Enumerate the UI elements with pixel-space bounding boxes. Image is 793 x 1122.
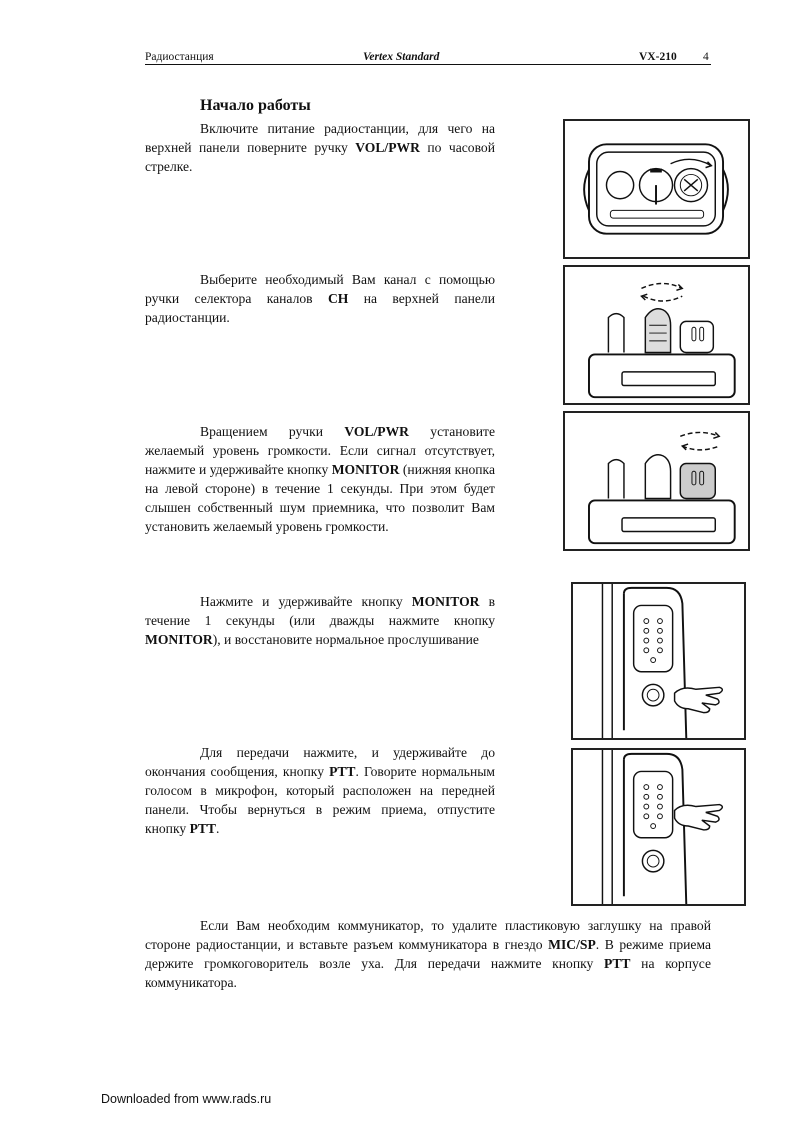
figure-channel-knob: [563, 265, 750, 405]
page-header: [145, 48, 711, 65]
section-title: Начало работы: [200, 97, 311, 114]
monitor-button-illustration: [573, 584, 744, 738]
volume-knob-illustration: [565, 413, 748, 549]
paragraph-channel: Выберите необходимый Вам канал с помощью ручки селектора каналов CH на верхней панели радиостанции.: [145, 272, 495, 325]
paragraph-monitor: Нажмите и удерживайте кнопку MONITOR в течение 1 секунды (или дважды нажмите кнопку MONITOR), и восстановите нормальное прослушивание: [145, 594, 495, 647]
ptt-button-illustration: [573, 750, 744, 904]
paragraph-volume: Вращением ручки VOL/PWR установите желаемый уровень громкости. Если сигнал отсутствует, нажмите и удерживайте кнопку MONITOR (нижняя кнопка на левой стороне) в течение 1 секунды. При этом будет слышен собственный шум приемника, что позволит Вам установить желаемый уровень громкости.: [145, 424, 496, 534]
figure-top-panel: [563, 119, 750, 259]
paragraph-power-on: Включите питание радиостанции, для чего на верхней панели поверните ручку VOL/PWR по часовой стрелке.: [145, 121, 496, 174]
header-left: Радиостанция: [145, 51, 214, 63]
top-panel-illustration: [565, 121, 748, 257]
footer-source: Downloaded from www.rads.ru: [101, 1092, 272, 1106]
page-number: 4: [703, 51, 709, 63]
paragraph-transmit: Для передачи нажмите, и удерживайте до окончания сообщения, кнопку PTT. Говорите нормальным голосом в микрофон, который расположен на передней панели. Чтобы вернуться в режим приема, отпустите кнопку PTT.: [145, 745, 495, 836]
channel-knob-illustration: [565, 267, 748, 403]
figure-volume-knob: [563, 411, 750, 551]
figure-monitor-button: [571, 582, 746, 740]
paragraph-speaker-mic: Если Вам необходим коммуникатор, то удалите пластиковую заглушку на правой стороне радиостанции, и вставьте разъем коммуникатора в гнездо MIC/SP. В режиме приема держите громкоговоритель возле уха. Для передачи нажмите кнопку PTT на корпусе коммуникатора.: [145, 918, 712, 990]
header-model: VX-210: [639, 51, 677, 63]
header-brand: Vertex Standard: [363, 51, 440, 63]
figure-ptt-button: [571, 748, 746, 906]
